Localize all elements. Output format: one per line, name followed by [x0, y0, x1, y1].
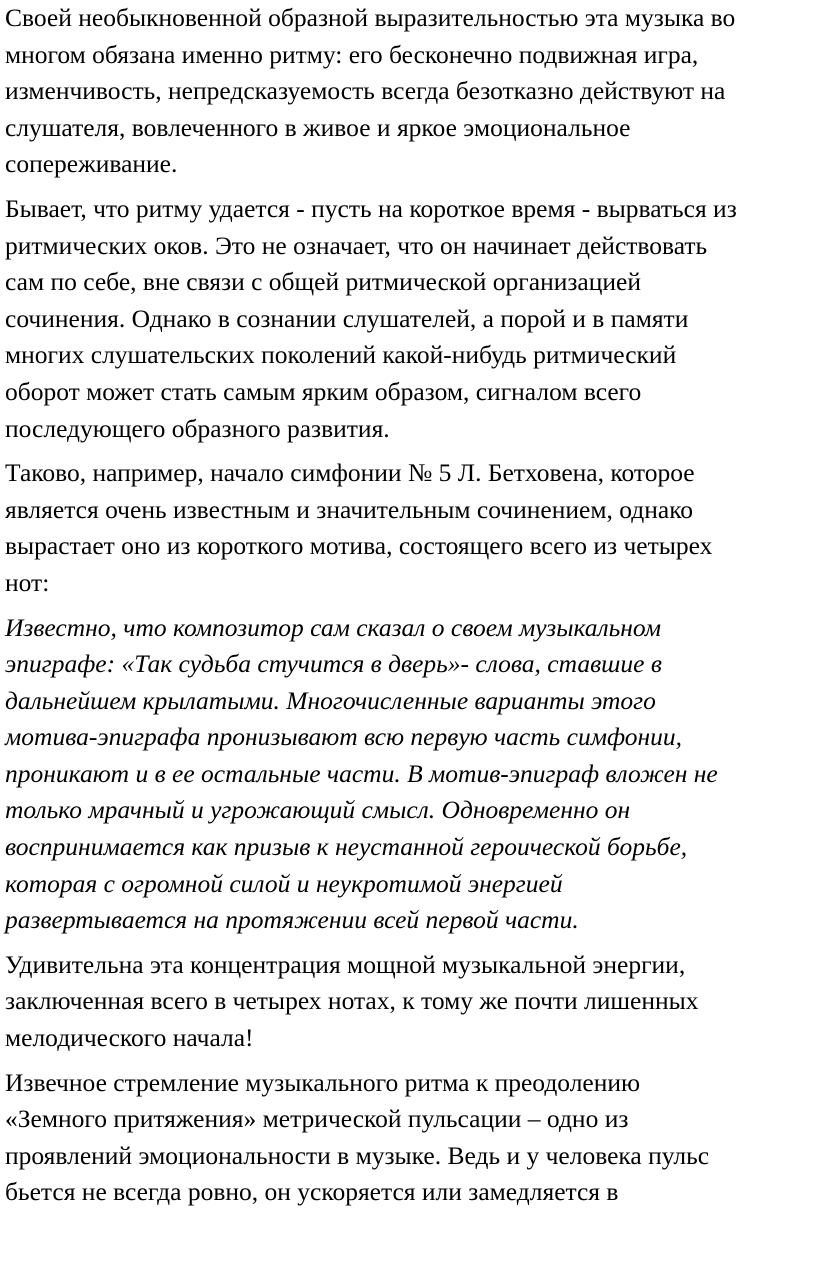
text-line: проявлений эмоциональности в музыке. Ведь и у человека пульс — [5, 1140, 710, 1170]
text-line: Известно, что композитор сам сказал о своем музыкальном — [5, 612, 661, 642]
body-paragraph — [5, 1065, 813, 1211]
text-line: сочинения. Однако в сознании слушателей, а порой и в памяти — [5, 303, 689, 333]
text-line: заключенная всего в четырех нотах, к тому же почти лишенных — [5, 986, 699, 1016]
text-line: ритмических оков. Это не означает, что он начинает действовать — [5, 230, 708, 260]
text-line: воспринимается как призыв к неустанной героической борьбе, — [5, 832, 688, 862]
text-line: оборот может стать самым ярким образом, сигналом всего — [5, 376, 642, 406]
body-paragraph — [5, 191, 813, 447]
text-line: многих слушательских поколений какой-нибудь ритмический — [5, 340, 677, 370]
document-page — [5, 0, 813, 1219]
text-line: развертывается на протяжении всей первой части. — [5, 905, 579, 935]
text-line: проникают и в ее остальные части. В мотив-эпиграф вложен не — [5, 758, 718, 788]
text-line: слушателя, вовлеченного в живое и яркое эмоциональное — [5, 112, 631, 142]
text-line: изменчивость, непредсказуемость всегда безотказно действуют на — [5, 76, 726, 106]
text-line: Своей необыкновенной образной выразительностью эта музыка во — [5, 3, 736, 32]
text-line: Таково, например, начало симфонии № 5 Л. Бетховена, которое — [5, 458, 695, 488]
text-line: мелодического начала! — [5, 1023, 254, 1053]
body-paragraph — [5, 0, 813, 183]
text-line: последующего образного развития. — [5, 413, 390, 443]
text-line: многом обязана именно ритму: его бесконечно подвижная игра, — [5, 39, 699, 69]
italic-paragraph — [5, 610, 813, 939]
text-line: вырастает оно из короткого мотива, состоящего всего из четырех — [5, 531, 713, 561]
text-line: мотива-эпиграфа пронизывают всю первую часть симфонии, — [5, 722, 683, 752]
text-line: сопереживание. — [5, 149, 178, 179]
text-line: только мрачный и угрожающий смысл. Одновременно он — [5, 795, 631, 825]
text-line: которая с огромной силой и неукротимой энергией — [5, 868, 563, 898]
text-line: дальнейшем крылатыми. Многочисленные варианты этого — [5, 685, 656, 715]
text-line: Извечное стремление музыкального ритма к преодолению — [5, 1067, 641, 1097]
text-line: сам по себе, вне связи с общей ритмической организацией — [5, 267, 642, 297]
body-paragraph — [5, 455, 813, 601]
text-line: эпиграфе: «Так судьба стучится в дверь»- слова, ставшие в — [5, 649, 662, 679]
text-line: Удивительна эта концентрация мощной музыкальной энергии, — [5, 949, 686, 979]
text-line: нот: — [5, 567, 50, 597]
text-line: Бывает, что ритму удается - пусть на короткое время - вырваться из — [5, 193, 737, 223]
text-line: «Земного притяжения» метрической пульсации – одно из — [5, 1104, 629, 1134]
text-line: бьется не всегда ровно, он ускоряется или замедляется в — [5, 1177, 619, 1207]
body-paragraph — [5, 947, 813, 1057]
text-line: является очень известным и значительным сочинением, однако — [5, 494, 694, 524]
